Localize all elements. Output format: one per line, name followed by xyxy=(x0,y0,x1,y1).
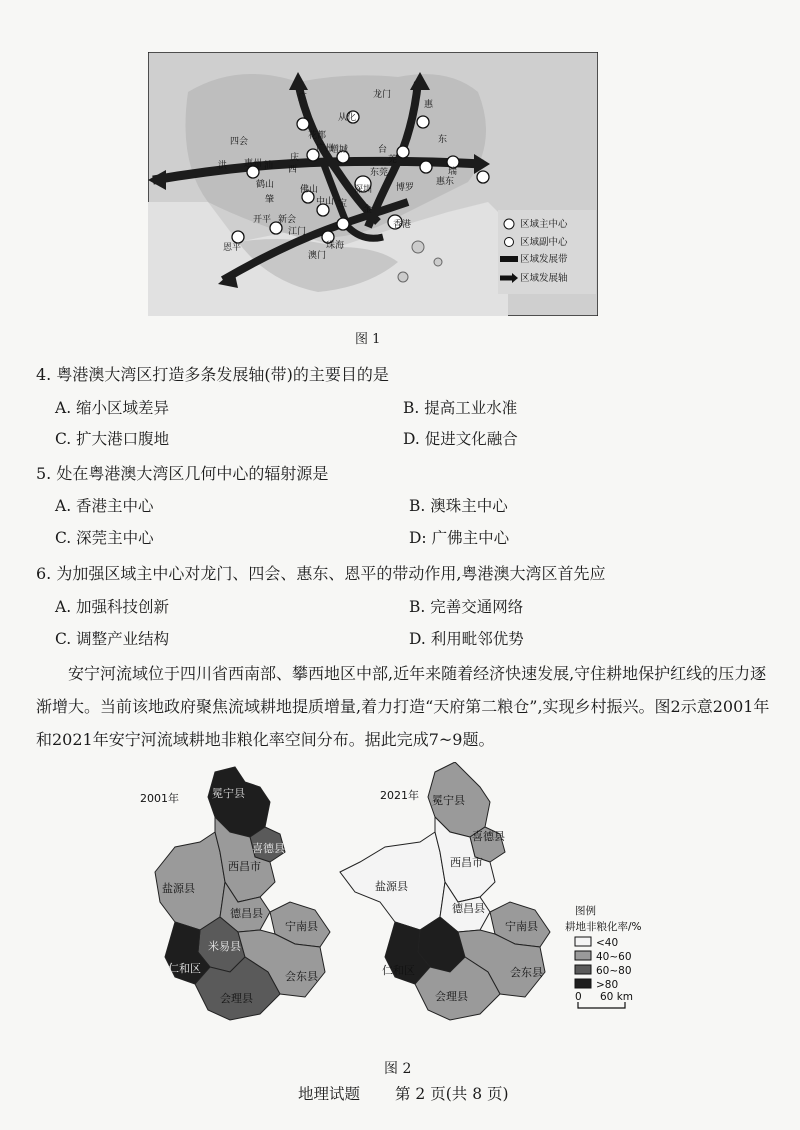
city-label: 增城 xyxy=(330,145,349,155)
legend-class-2: 40~60 xyxy=(596,951,632,963)
city-label: 肇 xyxy=(265,195,275,205)
q5-option-a: A. 香港主中心 xyxy=(55,497,154,515)
city-label: 金 xyxy=(363,205,373,215)
question-4-stem: 4. 粤港澳大湾区打造多条发展轴(带)的主要目的是 xyxy=(36,365,389,384)
city-label: 四会 xyxy=(230,137,249,147)
city-label: 开平 xyxy=(253,215,272,225)
city-label: 恩平 xyxy=(223,243,242,253)
city-label: 鹤山 xyxy=(256,180,275,190)
map-2001-year: 2001年 xyxy=(140,792,179,805)
city-label: 洪 xyxy=(218,161,228,171)
county-label: 会东县 xyxy=(510,966,543,979)
city-label: 东莞 xyxy=(370,168,389,178)
city-label: 中山 xyxy=(316,197,335,207)
county-label: 会理县 xyxy=(220,992,253,1005)
legend-dev-belt: 区域发展带 xyxy=(520,254,568,265)
county-label: 西昌市 xyxy=(450,856,483,869)
city-label: 台 xyxy=(378,145,388,155)
county-label: 冕宁县 xyxy=(432,794,465,807)
county-label: 德昌县 xyxy=(230,907,263,920)
legend-sub-center: 区域副中心 xyxy=(520,237,568,248)
q5-option-c: C. 深莞主中心 xyxy=(55,529,154,547)
city-label: 澳门 xyxy=(308,251,327,261)
legend-class-1: <40 xyxy=(596,937,619,949)
legend-dev-axis: 区域发展轴 xyxy=(520,273,568,284)
legend-title: 图例 xyxy=(575,905,596,917)
county-label: 宁南县 xyxy=(505,920,538,933)
passage-text: 安宁河流域位于四川省西南部、攀西地区中部,近年来随着经济快速发展,守住耕地保护红线的压力逐渐增大。当前该地政府聚焦流域耕地提质增量,着力打造“天府第二粮仓”,实现乡村振兴。图2示意2001年和2021年安宁河流域耕地非粮化率空间分布。据此完成7~9题。 xyxy=(36,664,770,749)
figure-1-map xyxy=(148,52,598,316)
county-label: 德昌县 xyxy=(452,902,485,915)
city-label: 宝 xyxy=(338,199,348,209)
figure-2-legend xyxy=(565,904,642,1008)
question-5-stem: 5. 处在粤港澳大湾区几何中心的辐射源是 xyxy=(36,464,329,483)
city-label: 汕 xyxy=(264,161,274,171)
q6-option-b: B. 完善交通网络 xyxy=(409,598,524,616)
county-label: 喜德县 xyxy=(252,842,285,855)
legend-class-3: 60~80 xyxy=(596,965,632,977)
county-label: 米易县 xyxy=(208,940,241,953)
city-label: 新会 xyxy=(278,215,297,225)
city-label: 香港 xyxy=(393,220,412,230)
city-label: 江门 xyxy=(288,227,307,237)
q5-option-d: D: 广佛主中心 xyxy=(409,529,510,547)
figure-1 xyxy=(148,52,598,316)
figure-2-maps xyxy=(120,762,690,1050)
county-label: 会东县 xyxy=(285,970,318,983)
city-label: 佛山 xyxy=(300,185,319,195)
question-6-stem: 6. 为加强区域主中心对龙门、四会、惠东、恩平的带动作用,粤港澳大湾区首先应 xyxy=(36,564,606,583)
q4-option-b: B. 提高工业水准 xyxy=(403,399,518,417)
city-label: 惠州 xyxy=(244,159,263,169)
city-label: 深圳 xyxy=(354,185,373,195)
scale-label: 60 km xyxy=(600,991,634,1003)
city-label: 博罗 xyxy=(396,183,415,193)
q6-option-d: D. 利用毗邻优势 xyxy=(409,630,524,648)
q6-option-c: C. 调整产业结构 xyxy=(55,630,170,648)
county-label: 西昌市 xyxy=(228,860,261,873)
city-label: 莞 xyxy=(388,155,398,165)
footer-page-number: 第 2 页(共 8 页) xyxy=(395,1085,509,1103)
legend-class-4: >80 xyxy=(596,979,619,991)
q4-option-c: C. 扩大港口腹地 xyxy=(55,430,170,448)
legend-subtitle: 耕地非粮化率/% xyxy=(565,921,642,933)
city-label: 从化 xyxy=(338,113,357,123)
city-label: 广州 xyxy=(316,144,335,154)
county-label: 喜德县 xyxy=(472,830,505,843)
q6-option-a: A. 加强科技创新 xyxy=(55,598,170,616)
county-label: 盐源县 xyxy=(162,882,195,895)
county-label: 仁和区 xyxy=(168,962,201,975)
city-label: 瑞 xyxy=(448,167,458,177)
footer-subject: 地理试题 xyxy=(298,1085,361,1103)
legend-main-center: 区域主中心 xyxy=(520,219,568,230)
q4-option-a: A. 缩小区域差异 xyxy=(55,399,170,417)
figure-2 xyxy=(120,762,690,1050)
city-label: 惠东 xyxy=(436,177,455,187)
city-label: 广 xyxy=(298,93,308,103)
city-label: 惠 xyxy=(424,100,434,110)
q5-option-b: B. 澳珠主中心 xyxy=(409,497,508,515)
city-label: 花都 xyxy=(308,131,327,141)
county-label: 宁南县 xyxy=(285,920,318,933)
q4-option-d: D. 促进文化融合 xyxy=(403,430,518,448)
figure-1-caption: 图 1 xyxy=(355,332,381,347)
county-label: 仁和区 xyxy=(382,964,415,977)
city-label: 珠海 xyxy=(326,241,345,251)
county-label: 盐源县 xyxy=(375,880,408,893)
county-label: 会理县 xyxy=(435,990,468,1003)
city-label: 东 xyxy=(438,135,448,145)
city-label: 庆 xyxy=(290,153,300,163)
map-2021-year: 2021年 xyxy=(380,789,419,802)
figure-2-caption: 图 2 xyxy=(384,1061,412,1077)
county-label: 冕宁县 xyxy=(212,787,245,800)
city-label: 龙门 xyxy=(373,90,392,100)
scale-zero: 0 xyxy=(575,991,582,1003)
city-label: 西 xyxy=(288,165,298,175)
